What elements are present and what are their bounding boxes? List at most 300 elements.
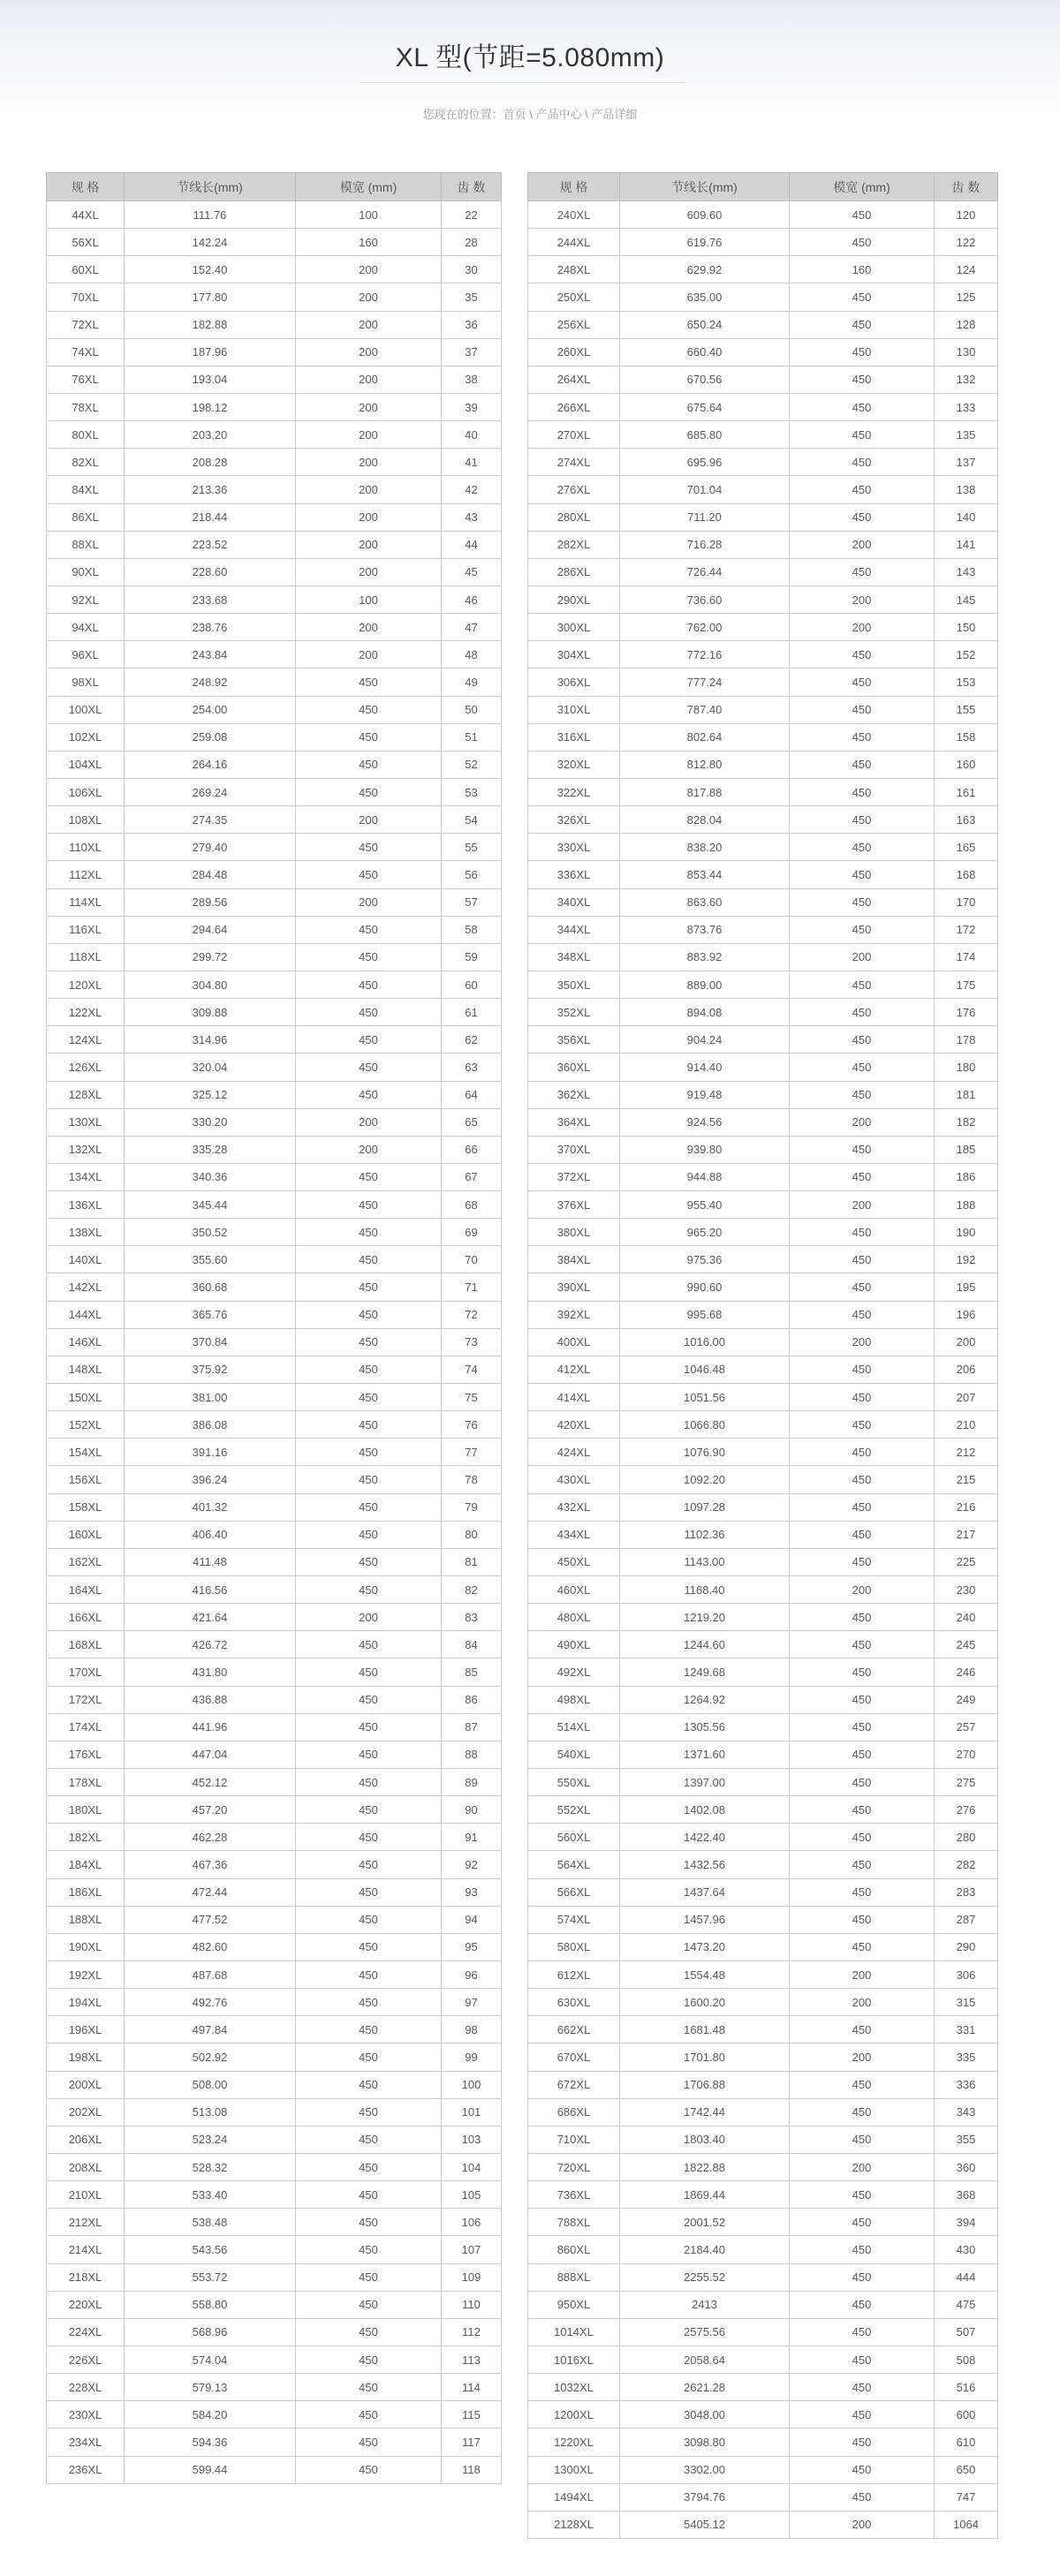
table-row: [528, 366, 998, 393]
cell-teeth: 257: [935, 1713, 998, 1741]
table-row: [47, 2401, 502, 2429]
table-row: [47, 806, 502, 834]
cell-teeth: 430: [935, 2236, 998, 2263]
cell-teeth: 115: [442, 2401, 502, 2429]
cell-pitch-length: 1397.00: [620, 1769, 790, 1796]
cell-teeth: 82: [442, 1576, 502, 1604]
cell-teeth: 117: [442, 2429, 502, 2456]
table-row: [528, 1933, 998, 1960]
cell-teeth: 104: [442, 2153, 502, 2180]
breadcrumb-home-link[interactable]: 首页: [503, 108, 526, 121]
cell-pitch-length: 218.44: [125, 503, 296, 531]
cell-mold-width: 200: [296, 421, 442, 449]
table-row: [47, 2429, 502, 2456]
table-row: [47, 751, 502, 778]
table-row: [528, 2181, 998, 2209]
table-row: [528, 2456, 998, 2483]
cell-spec: 240XL: [528, 201, 620, 229]
cell-pitch-length: 447.04: [125, 1741, 296, 1768]
cell-pitch-length: 2621.28: [620, 2374, 790, 2401]
cell-mold-width: 450: [790, 1301, 935, 1328]
cell-teeth: 336: [935, 2071, 998, 2098]
cell-pitch-length: 975.36: [620, 1246, 790, 1273]
table-row: [47, 201, 502, 229]
cell-teeth: 113: [442, 2346, 502, 2373]
cell-pitch-length: 675.64: [620, 393, 790, 420]
cell-teeth: 22: [442, 201, 502, 229]
header-spec: 规 格: [528, 173, 620, 201]
cell-spec: 1200XL: [528, 2401, 620, 2429]
table-row: [47, 2291, 502, 2318]
cell-pitch-length: 325.12: [125, 1081, 296, 1108]
cell-spec: 290XL: [528, 585, 620, 613]
table-row: [47, 1851, 502, 1878]
cell-teeth: 192: [935, 1246, 998, 1273]
cell-teeth: 270: [935, 1741, 998, 1768]
cell-pitch-length: 1402.08: [620, 1796, 790, 1824]
table-row: [528, 1493, 998, 1521]
cell-teeth: 246: [935, 1658, 998, 1686]
cell-pitch-length: 802.64: [620, 723, 790, 751]
cell-pitch-length: 431.80: [125, 1658, 296, 1686]
cell-teeth: 98: [442, 2016, 502, 2043]
cell-mold-width: 450: [790, 2456, 935, 2483]
cell-pitch-length: 629.92: [620, 256, 790, 283]
cell-spec: 220XL: [47, 2291, 125, 2318]
table-row: [47, 1136, 502, 1163]
table-row: [47, 2071, 502, 2098]
cell-mold-width: 450: [790, 1493, 935, 1521]
cell-teeth: 152: [935, 641, 998, 669]
cell-teeth: 75: [442, 1384, 502, 1411]
cell-teeth: 81: [442, 1548, 502, 1575]
cell-spec: 78XL: [47, 393, 125, 420]
cell-teeth: 84: [442, 1631, 502, 1658]
cell-mold-width: 450: [790, 2071, 935, 2098]
cell-teeth: 93: [442, 1878, 502, 1906]
table-row: [47, 2374, 502, 2401]
cell-pitch-length: 335.28: [125, 1136, 296, 1163]
cell-mold-width: 450: [296, 2209, 442, 2236]
cell-mold-width: 450: [790, 1054, 935, 1081]
cell-spec: 224XL: [47, 2318, 125, 2346]
cell-mold-width: 450: [790, 1824, 935, 1851]
cell-mold-width: 450: [790, 1439, 935, 1466]
table-row: [528, 1026, 998, 1054]
cell-teeth: 170: [935, 888, 998, 916]
cell-mold-width: 450: [296, 1054, 442, 1081]
table-row: [47, 2456, 502, 2483]
cell-mold-width: 450: [790, 1219, 935, 1246]
cell-pitch-length: 965.20: [620, 1219, 790, 1246]
table-row: [528, 476, 998, 503]
cell-spec: 720XL: [528, 2153, 620, 2180]
cell-pitch-length: 472.44: [125, 1878, 296, 1906]
header-pitch-length: 节线长(mm): [125, 173, 296, 201]
cell-spec: 390XL: [528, 1273, 620, 1301]
cell-mold-width: 450: [790, 2263, 935, 2291]
table-row: [528, 1989, 998, 2016]
cell-pitch-length: 1168.40: [620, 1576, 790, 1604]
cell-pitch-length: 304.80: [125, 971, 296, 998]
cell-mold-width: 450: [790, 2236, 935, 2263]
cell-mold-width: 450: [790, 283, 935, 311]
cell-spec: 888XL: [528, 2263, 620, 2291]
cell-teeth: 137: [935, 449, 998, 476]
cell-teeth: 182: [935, 1108, 998, 1136]
cell-spec: 56XL: [47, 229, 125, 256]
cell-spec: 550XL: [528, 1769, 620, 1796]
table-row: [47, 2236, 502, 2263]
cell-mold-width: 450: [296, 1686, 442, 1713]
cell-teeth: 73: [442, 1328, 502, 1356]
cell-teeth: 28: [442, 229, 502, 256]
cell-mold-width: 450: [790, 2126, 935, 2153]
cell-pitch-length: 558.80: [125, 2291, 296, 2318]
cell-mold-width: 450: [296, 1741, 442, 1768]
cell-spec: 248XL: [528, 256, 620, 283]
cell-mold-width: 450: [790, 1521, 935, 1548]
cell-mold-width: 450: [790, 1878, 935, 1906]
table-row: [47, 1411, 502, 1439]
table-row: [528, 2263, 998, 2291]
cell-spec: 364XL: [528, 1108, 620, 1136]
cell-teeth: 71: [442, 1273, 502, 1301]
table-row: [47, 1163, 502, 1190]
cell-spec: 74XL: [47, 338, 125, 366]
cell-teeth: 55: [442, 834, 502, 861]
cell-spec: 304XL: [528, 641, 620, 669]
table-row: [528, 1356, 998, 1383]
cell-spec: 280XL: [528, 503, 620, 531]
cell-pitch-length: 1803.40: [620, 2126, 790, 2153]
cell-teeth: 145: [935, 585, 998, 613]
cell-teeth: 62: [442, 1026, 502, 1054]
table-row: [528, 229, 998, 256]
cell-pitch-length: 436.88: [125, 1686, 296, 1713]
cell-teeth: 66: [442, 1136, 502, 1163]
cell-mold-width: 450: [296, 1796, 442, 1824]
cell-mold-width: 450: [296, 2016, 442, 2043]
cell-teeth: 276: [935, 1796, 998, 1824]
cell-mold-width: 200: [790, 2153, 935, 2180]
table-row: [47, 1769, 502, 1796]
cell-teeth: 36: [442, 311, 502, 338]
cell-mold-width: 450: [790, 1411, 935, 1439]
table-row: [47, 1026, 502, 1054]
cell-mold-width: 450: [790, 558, 935, 585]
cell-mold-width: 200: [296, 1604, 442, 1631]
cell-spec: 120XL: [47, 971, 125, 998]
cell-teeth: 181: [935, 1081, 998, 1108]
cell-teeth: 112: [442, 2318, 502, 2346]
cell-teeth: 165: [935, 834, 998, 861]
cell-pitch-length: 894.08: [620, 999, 790, 1026]
table-row: [528, 1658, 998, 1686]
cell-mold-width: 450: [790, 503, 935, 531]
cell-pitch-length: 853.44: [620, 861, 790, 888]
cell-mold-width: 200: [790, 1989, 935, 2016]
cell-teeth: 355: [935, 2126, 998, 2153]
cell-spec: 206XL: [47, 2126, 125, 2153]
cell-spec: 76XL: [47, 366, 125, 393]
cell-mold-width: 450: [296, 1493, 442, 1521]
cell-spec: 210XL: [47, 2181, 125, 2209]
cell-teeth: 83: [442, 1604, 502, 1631]
cell-mold-width: 450: [296, 1576, 442, 1604]
header-teeth: 齿 数: [935, 173, 998, 201]
cell-teeth: 150: [935, 614, 998, 641]
cell-spec: 190XL: [47, 1933, 125, 1960]
cell-mold-width: 160: [296, 229, 442, 256]
cell-teeth: 41: [442, 449, 502, 476]
cell-spec: 212XL: [47, 2209, 125, 2236]
cell-pitch-length: 660.40: [620, 338, 790, 366]
cell-pitch-length: 386.08: [125, 1411, 296, 1439]
cell-teeth: 72: [442, 1301, 502, 1328]
cell-mold-width: 200: [790, 1108, 935, 1136]
table-row: [528, 834, 998, 861]
header-spec: 规 格: [47, 173, 125, 201]
cell-pitch-length: 1371.60: [620, 1741, 790, 1768]
cell-pitch-length: 711.20: [620, 503, 790, 531]
cell-mold-width: 450: [296, 696, 442, 723]
cell-pitch-length: 497.84: [125, 2016, 296, 2043]
cell-teeth: 186: [935, 1163, 998, 1190]
cell-spec: 450XL: [528, 1548, 620, 1575]
cell-spec: 1032XL: [528, 2374, 620, 2401]
cell-spec: 420XL: [528, 1411, 620, 1439]
cell-pitch-length: 264.16: [125, 751, 296, 778]
table-row: [528, 723, 998, 751]
cell-spec: 514XL: [528, 1713, 620, 1741]
cell-pitch-length: 314.96: [125, 1026, 296, 1054]
cell-spec: 130XL: [47, 1108, 125, 1136]
cell-pitch-length: 482.60: [125, 1933, 296, 1960]
cell-spec: 192XL: [47, 1961, 125, 1989]
table-row: [47, 1328, 502, 1356]
cell-teeth: 61: [442, 999, 502, 1026]
cell-teeth: 140: [935, 503, 998, 531]
cell-pitch-length: 924.56: [620, 1108, 790, 1136]
cell-teeth: 45: [442, 558, 502, 585]
cell-pitch-length: 914.40: [620, 1054, 790, 1081]
cell-spec: 82XL: [47, 449, 125, 476]
cell-mold-width: 450: [296, 2318, 442, 2346]
cell-teeth: 1064: [935, 2511, 998, 2538]
cell-spec: 424XL: [528, 1439, 620, 1466]
cell-mold-width: 450: [790, 229, 935, 256]
cell-teeth: 508: [935, 2346, 998, 2373]
cell-mold-width: 450: [296, 2401, 442, 2429]
cell-mold-width: 450: [790, 1686, 935, 1713]
table-row: [528, 2236, 998, 2263]
cell-pitch-length: 1869.44: [620, 2181, 790, 2209]
cell-mold-width: 450: [296, 1906, 442, 1933]
cell-pitch-length: 391.16: [125, 1439, 296, 1466]
table-row: [47, 614, 502, 641]
cell-pitch-length: 1097.28: [620, 1493, 790, 1521]
table-row: [47, 1713, 502, 1741]
table-row: [47, 2126, 502, 2153]
cell-pitch-length: 772.16: [620, 641, 790, 669]
cell-spec: 370XL: [528, 1136, 620, 1163]
cell-spec: 1300XL: [528, 2456, 620, 2483]
cell-pitch-length: 995.68: [620, 1301, 790, 1328]
cell-pitch-length: 2413: [620, 2291, 790, 2318]
cell-mold-width: 200: [296, 311, 442, 338]
cell-teeth: 132: [935, 366, 998, 393]
cell-mold-width: 450: [790, 861, 935, 888]
cell-pitch-length: 635.00: [620, 283, 790, 311]
table-row: [528, 1686, 998, 1713]
cell-mold-width: 200: [296, 1136, 442, 1163]
cell-pitch-length: 330.20: [125, 1108, 296, 1136]
cell-mold-width: 450: [296, 1631, 442, 1658]
table-row: [47, 1961, 502, 1989]
cell-mold-width: 200: [296, 338, 442, 366]
cell-mold-width: 200: [296, 503, 442, 531]
cell-pitch-length: 309.88: [125, 999, 296, 1026]
cell-spec: 686XL: [528, 2098, 620, 2126]
cell-mold-width: 450: [790, 1713, 935, 1741]
header-teeth: 齿 数: [442, 173, 502, 201]
table-row: [47, 971, 502, 998]
table-row: [528, 1108, 998, 1136]
cell-mold-width: 200: [296, 476, 442, 503]
cell-pitch-length: 5405.12: [620, 2511, 790, 2538]
cell-spec: 154XL: [47, 1439, 125, 1466]
cell-teeth: 215: [935, 1466, 998, 1493]
cell-spec: 1220XL: [528, 2429, 620, 2456]
breadcrumb-products-link[interactable]: 产品中心: [535, 108, 582, 121]
cell-spec: 70XL: [47, 283, 125, 311]
cell-pitch-length: 1742.44: [620, 2098, 790, 2126]
cell-spec: 480XL: [528, 1604, 620, 1631]
cell-teeth: 100: [442, 2071, 502, 2098]
cell-pitch-length: 919.48: [620, 1081, 790, 1108]
cell-teeth: 38: [442, 366, 502, 393]
cell-spec: 250XL: [528, 283, 620, 311]
cell-spec: 84XL: [47, 476, 125, 503]
cell-pitch-length: 1249.68: [620, 1658, 790, 1686]
cell-mold-width: 450: [296, 1163, 442, 1190]
table-row: [528, 1411, 998, 1439]
cell-pitch-length: 279.40: [125, 834, 296, 861]
cell-spec: 186XL: [47, 1878, 125, 1906]
cell-spec: 114XL: [47, 888, 125, 916]
cell-teeth: 230: [935, 1576, 998, 1604]
cell-teeth: 110: [442, 2291, 502, 2318]
cell-teeth: 283: [935, 1878, 998, 1906]
table-row: [528, 1163, 998, 1190]
cell-teeth: 80: [442, 1521, 502, 1548]
cell-spec: 92XL: [47, 585, 125, 613]
cell-spec: 236XL: [47, 2456, 125, 2483]
cell-pitch-length: 1264.92: [620, 1686, 790, 1713]
breadcrumb-current: 产品详细: [591, 108, 638, 121]
cell-spec: 234XL: [47, 2429, 125, 2456]
table-row: [47, 2098, 502, 2126]
cell-mold-width: 200: [790, 614, 935, 641]
cell-mold-width: 450: [790, 2098, 935, 2126]
header-mold-width: 模宽 (mm): [296, 173, 442, 201]
table-row: [528, 2098, 998, 2126]
cell-pitch-length: 3098.80: [620, 2429, 790, 2456]
cell-teeth: 37: [442, 338, 502, 366]
table-row: [528, 1191, 998, 1219]
table-row: [47, 1219, 502, 1246]
cell-pitch-length: 1437.64: [620, 1878, 790, 1906]
table-row: [47, 1108, 502, 1136]
cell-pitch-length: 513.08: [125, 2098, 296, 2126]
cell-mold-width: 450: [296, 2236, 442, 2263]
cell-teeth: 59: [442, 943, 502, 971]
table-row: [528, 1054, 998, 1081]
cell-teeth: 77: [442, 1439, 502, 1466]
cell-mold-width: 450: [296, 1878, 442, 1906]
table-row: [47, 229, 502, 256]
cell-mold-width: 450: [790, 723, 935, 751]
table-row: [47, 476, 502, 503]
cell-mold-width: 450: [790, 1933, 935, 1960]
table-row: [47, 1576, 502, 1604]
cell-mold-width: 450: [790, 1796, 935, 1824]
cell-teeth: 331: [935, 2016, 998, 2043]
cell-spec: 174XL: [47, 1713, 125, 1741]
table-row: [528, 1961, 998, 1989]
table-row: [47, 2318, 502, 2346]
cell-pitch-length: 1244.60: [620, 1631, 790, 1658]
cell-pitch-length: 685.80: [620, 421, 790, 449]
cell-spec: 110XL: [47, 834, 125, 861]
cell-teeth: 106: [442, 2209, 502, 2236]
cell-pitch-length: 2255.52: [620, 2263, 790, 2291]
cell-pitch-length: 111.76: [125, 201, 296, 229]
cell-pitch-length: 579.13: [125, 2374, 296, 2401]
cell-spec: 98XL: [47, 669, 125, 696]
table-row: [528, 2374, 998, 2401]
cell-pitch-length: 1102.36: [620, 1521, 790, 1548]
cell-pitch-length: 208.28: [125, 449, 296, 476]
cell-spec: 198XL: [47, 2043, 125, 2071]
cell-pitch-length: 1600.20: [620, 1989, 790, 2016]
cell-spec: 310XL: [528, 696, 620, 723]
table-row: [528, 2511, 998, 2538]
cell-mold-width: 450: [296, 1439, 442, 1466]
table-row: [528, 2483, 998, 2511]
cell-teeth: 130: [935, 338, 998, 366]
cell-pitch-length: 360.68: [125, 1273, 296, 1301]
table-row: [47, 1906, 502, 1933]
cell-spec: 122XL: [47, 999, 125, 1026]
cell-spec: 128XL: [47, 1081, 125, 1108]
cell-teeth: 125: [935, 283, 998, 311]
table-row: [47, 1933, 502, 1960]
cell-pitch-length: 619.76: [620, 229, 790, 256]
cell-mold-width: 450: [296, 751, 442, 778]
cell-teeth: 180: [935, 1054, 998, 1081]
cell-mold-width: 200: [296, 614, 442, 641]
breadcrumb-prefix: 您现在的位置：: [422, 108, 504, 121]
cell-teeth: 217: [935, 1521, 998, 1548]
table-row: [528, 2126, 998, 2153]
table-row: [47, 1658, 502, 1686]
cell-mold-width: 450: [790, 2374, 935, 2401]
cell-teeth: 103: [442, 2126, 502, 2153]
cell-teeth: 50: [442, 696, 502, 723]
cell-spec: 136XL: [47, 1191, 125, 1219]
